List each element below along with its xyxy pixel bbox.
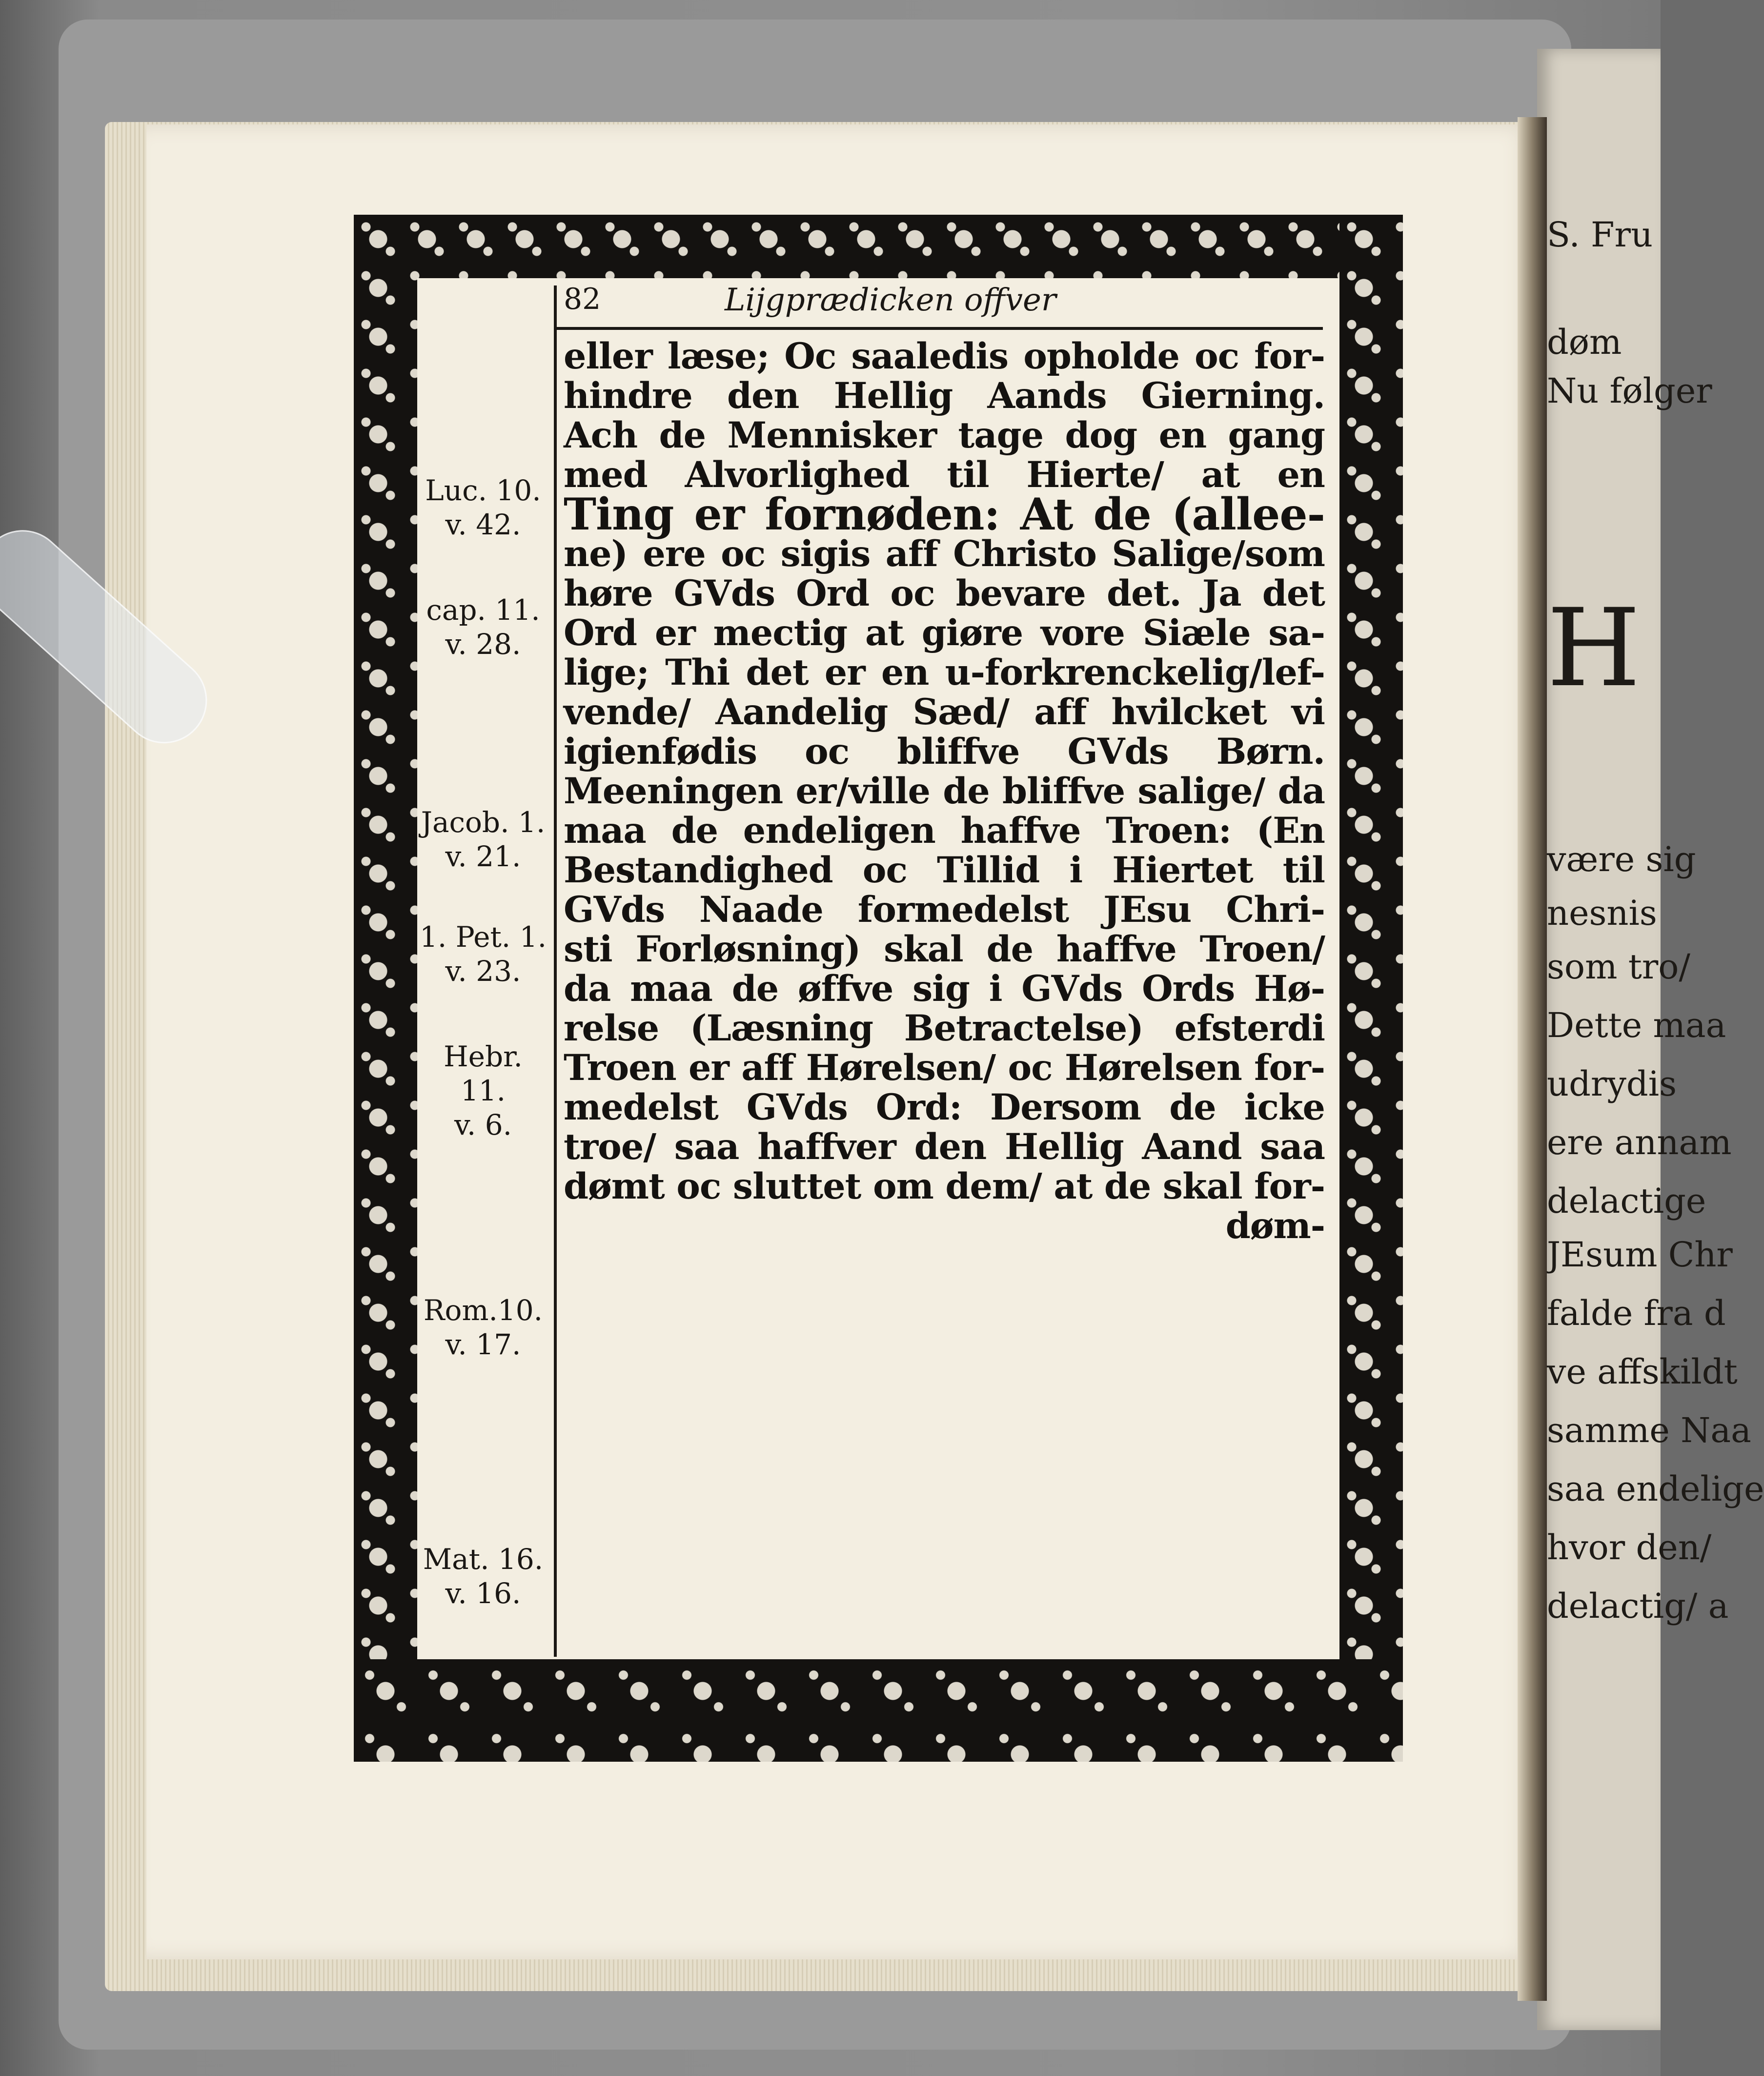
text-line: da maa de øffve sig i GVds Ords Hø- — [564, 968, 1325, 1010]
text-line: hindre den Hellig Aands Gierning. — [564, 375, 1325, 417]
facing-line: delactige — [1547, 1181, 1706, 1221]
text-line: Ach de Mennisker tage dog en gang — [564, 414, 1325, 456]
text-line: eller læse; Oc saaledis opholde oc for- — [564, 335, 1325, 377]
margin-note — [417, 920, 549, 988]
margin-note-ref: Mat. 16. — [423, 1543, 544, 1576]
catchword: døm- — [1225, 1205, 1325, 1247]
ornament-border-bottom — [354, 1659, 1403, 1762]
text-line: relse (Læsning Betractelse) efsterdi — [564, 1007, 1325, 1049]
facing-line: JEsum Chr — [1547, 1235, 1733, 1275]
margin-note-verse: v. 23. — [445, 955, 521, 988]
header-rule — [557, 327, 1323, 330]
margin-note-verse: v. 17. — [445, 1328, 521, 1361]
facing-line: hvor den/ — [1547, 1527, 1712, 1567]
facing-line: som tro/ — [1547, 947, 1691, 987]
page-header — [564, 282, 1325, 326]
margin-note-ref: Rom.10. — [423, 1294, 543, 1327]
facing-page — [1537, 49, 1764, 2030]
text-line: ne) ere oc sigis aff Christo Salige/som — [564, 533, 1325, 575]
text-line: Troen er aff Hørelsen/ oc Hørelsen for- — [564, 1047, 1325, 1089]
facing-line: nesnis — [1547, 893, 1657, 933]
facing-line: Dette maa — [1547, 1005, 1726, 1045]
running-title: Lijgprædicken offver — [725, 282, 1056, 318]
text-line: Ord er mectig at giøre vore Siæle sa- — [564, 612, 1325, 654]
margin-note — [417, 1293, 549, 1362]
margin-note-verse: v. 16. — [445, 1577, 521, 1610]
margin-rule — [554, 285, 557, 1657]
margin-note-verse: v. 28. — [445, 628, 521, 661]
text-line: Bestandighed oc Tillid i Hiertet til — [564, 849, 1325, 891]
facing-line: samme Naa — [1547, 1410, 1751, 1450]
text-line: sti Forløsning) skal de haffve Troen/ — [564, 928, 1325, 970]
book-gutter — [1518, 117, 1547, 2001]
ornament-border-left — [354, 215, 417, 1762]
margin-note-ref: 1. Pet. 1. — [419, 920, 547, 954]
margin-note-verse: v. 42. — [445, 508, 521, 541]
margin-note-ref: cap. 11. — [426, 593, 540, 627]
margin-note — [417, 805, 549, 874]
body-text — [564, 337, 1325, 1246]
margin-notes — [417, 278, 549, 1659]
text-line: med Alvorlighed til Hierte/ at en — [564, 454, 1325, 496]
facing-line: S. Fru — [1547, 215, 1653, 255]
text-line: høre GVds Ord oc bevare det. Ja det — [564, 572, 1325, 614]
margin-note-ref: Jacob. 1. — [421, 806, 546, 839]
text-line: Ting er fornøden: At de (allee- — [564, 488, 1325, 540]
text-line: dømt oc sluttet om dem/ at de skal for- — [564, 1165, 1325, 1207]
ornament-border-top — [354, 215, 1403, 278]
text-line: Meeningen er/ville de bliffve salige/ da — [564, 770, 1325, 812]
facing-line: delactig/ a — [1547, 1586, 1729, 1626]
facing-line: ere annam — [1547, 1122, 1732, 1162]
text-line: GVds Naade formedelst JEsu Chri- — [564, 889, 1325, 931]
facing-line: saa endelige — [1547, 1469, 1764, 1509]
facing-line: være sig — [1547, 839, 1696, 879]
facing-line: udrydis — [1547, 1064, 1677, 1104]
margin-note-verse: v. 21. — [445, 840, 521, 873]
ornamental-frame — [354, 215, 1403, 1762]
ornament-border-right — [1339, 215, 1403, 1762]
facing-line: ve affskildt — [1547, 1352, 1738, 1392]
facing-line: Nu følger — [1547, 371, 1712, 411]
margin-note — [417, 1039, 549, 1142]
margin-note-verse: v. 6. — [454, 1108, 512, 1141]
facing-line: falde fra d — [1547, 1293, 1726, 1333]
facing-drop-cap: H — [1547, 586, 1641, 711]
margin-note — [417, 1542, 549, 1610]
text-line: troe/ saa haffver den Hellig Aand saa — [564, 1126, 1325, 1168]
text-block — [417, 278, 1339, 1659]
facing-line: døm — [1547, 322, 1622, 362]
page-number: 82 — [564, 282, 601, 316]
margin-note-ref: Hebr. 11. — [444, 1040, 523, 1107]
text-line: lige; Thi det er en u-forkrenckelig/lef- — [564, 651, 1325, 693]
text-line: medelst GVds Ord: Dersom de icke — [564, 1086, 1325, 1128]
margin-note-ref: Luc. 10. — [425, 474, 541, 507]
text-line: vende/ Aandelig Sæd/ aff hvilcket vi — [564, 691, 1325, 733]
text-line: igienfødis oc bliffve GVds Børn. — [564, 731, 1325, 773]
margin-note — [417, 593, 549, 661]
margin-note — [417, 473, 549, 542]
text-line: maa de endeligen haffve Troen: (En — [564, 810, 1325, 852]
